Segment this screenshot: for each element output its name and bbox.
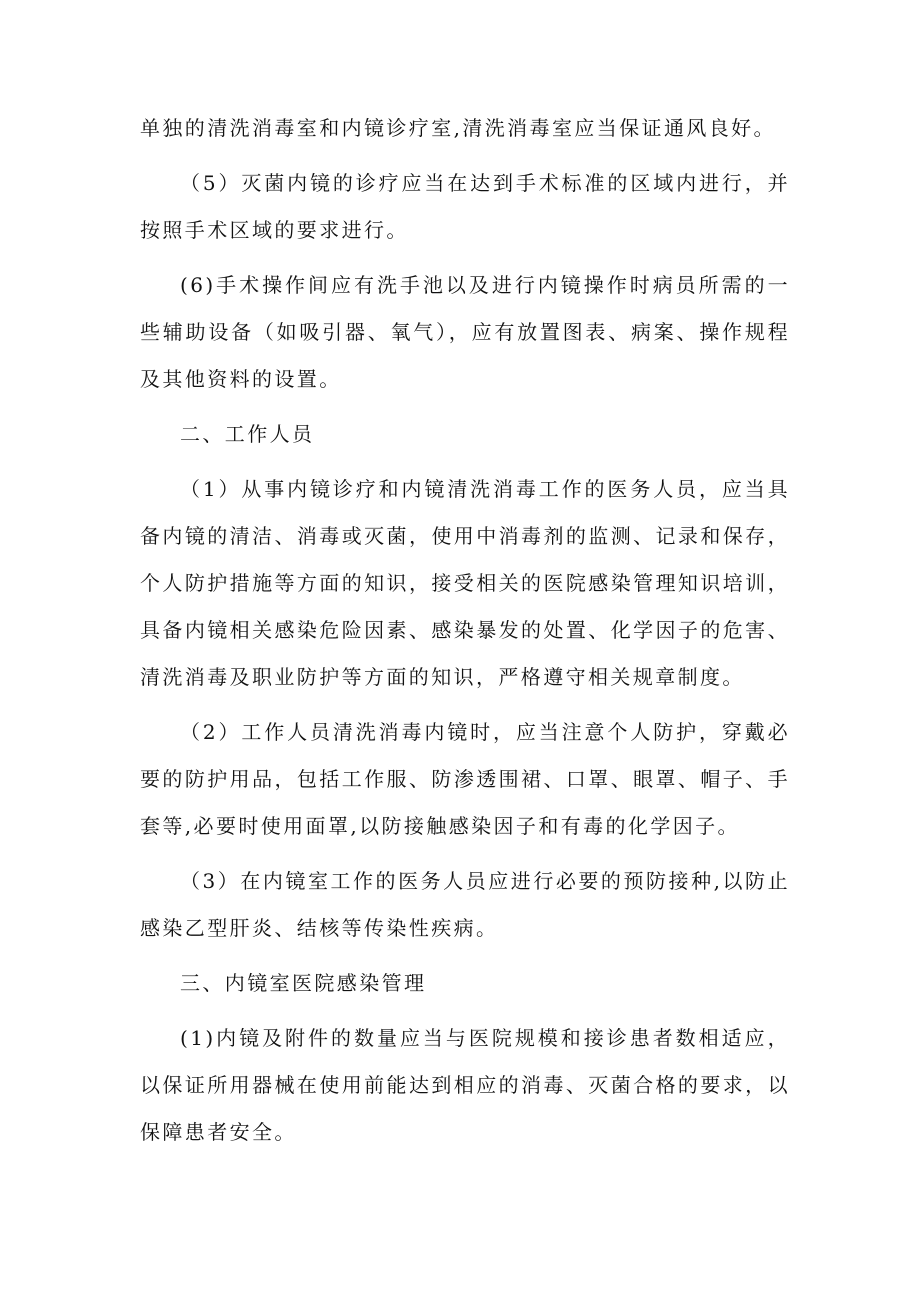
paragraph-gap xyxy=(140,952,790,960)
paragraph-staff-3: （3）在内镜室工作的医务人员应进行必要的预防接种,以防止感染乙型肝炎、结核等传染性疾病。 xyxy=(140,869,790,940)
paragraph-staff-2: （2）工作人员清洗消毒内镜时，应当注意个人防护，穿戴必要的防护用品，包括工作服、防渗透围裙、口罩、眼罩、帽子、手套等,必要时使用面罩,以防接触感染因子和有毒的化学因子。 xyxy=(140,720,790,838)
paragraph-gap xyxy=(140,701,790,709)
paragraph-management-1: (1)内镜及附件的数量应当与医院规模和接诊患者数相适应，以保证所用器械在使用前能达到相应的消毒、灭菌合格的要求，以保障患者安全。 xyxy=(140,1026,790,1144)
section-heading-staff: 二、工作人员 xyxy=(180,422,315,446)
paragraph-gap xyxy=(140,1007,790,1015)
paragraph-gap xyxy=(140,850,790,858)
paragraph-continuation: 单独的清洗消毒室和内镜诊疗室,清洗消毒室应当保证通风良好。 xyxy=(140,116,776,140)
paragraph-gap xyxy=(140,458,790,466)
paragraph-item-6: (6)手术操作间应有洗手池以及进行内镜操作时病员所需的一些辅助设备（如吸引器、氧气），应有放置图表、病案、操作规程及其他资料的设置。 xyxy=(140,273,790,391)
paragraph-staff-1: （1）从事内镜诊疗和内镜清洗消毒工作的医务人员，应当具备内镜的清洁、消毒或灭菌，使用中消毒剂的监测、记录和保存，个人防护措施等方面的知识，接受相关的医院感染管理知识培训，具备内镜相关感染危险因素、感染暴发的处置、化学因子的危害、清洗消毒及职业防护等方面的知识，严格遵守相关规章制度。 xyxy=(140,477,790,689)
paragraph-gap xyxy=(140,152,790,160)
section-heading-infection-management: 三、内镜室医院感染管理 xyxy=(180,971,427,995)
paragraph-gap xyxy=(140,254,790,262)
document-body xyxy=(140,105,790,1156)
paragraph-gap xyxy=(140,403,790,411)
paragraph-item-5: （5）灭菌内镜的诊疗应当在达到手术标准的区域内进行，并按照手术区域的要求进行。 xyxy=(140,171,790,242)
